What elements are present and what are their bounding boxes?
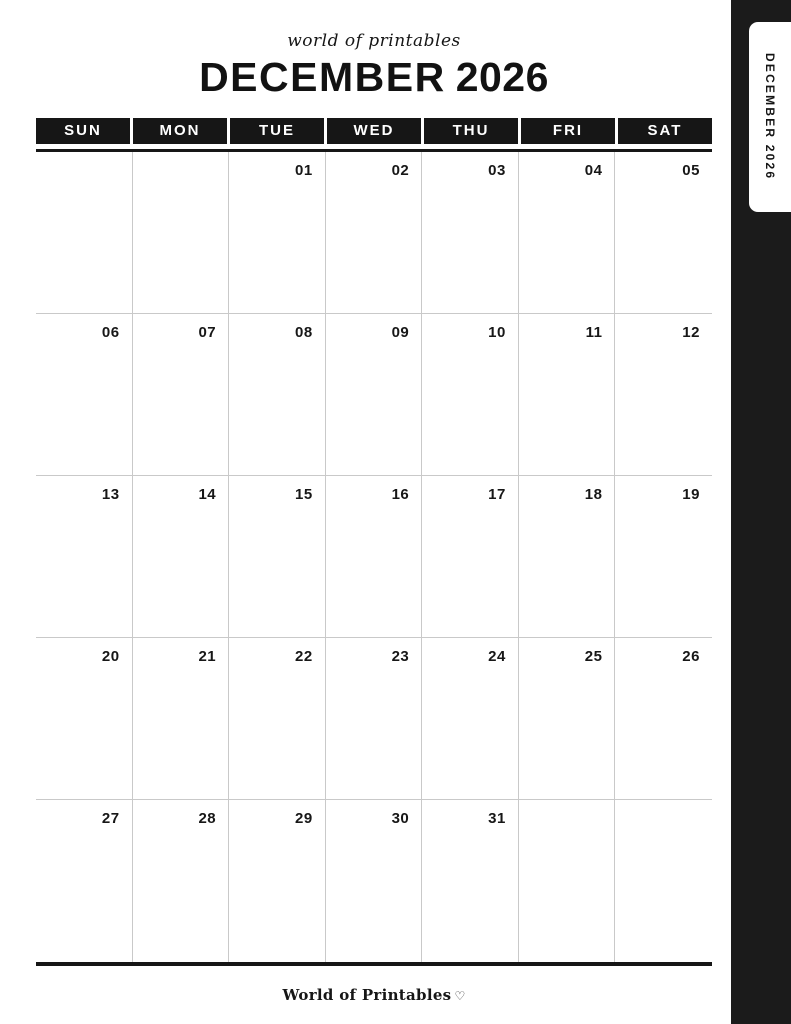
day-cell[interactable] bbox=[36, 800, 133, 962]
day-number: 29 bbox=[295, 810, 313, 827]
day-cell[interactable] bbox=[133, 476, 230, 638]
day-number: 24 bbox=[488, 648, 506, 665]
day-number: 25 bbox=[584, 648, 603, 665]
day-number: 21 bbox=[198, 648, 217, 665]
page-title bbox=[36, 54, 712, 100]
day-cell[interactable] bbox=[36, 638, 133, 800]
day-number: 31 bbox=[488, 810, 506, 827]
weekday-thu: THU bbox=[424, 118, 518, 144]
weekday-tue: TUE bbox=[230, 118, 324, 144]
day-number: 28 bbox=[198, 810, 217, 827]
weekday-fri: FRI bbox=[521, 118, 615, 144]
day-number: 23 bbox=[391, 648, 410, 665]
day-cell[interactable] bbox=[133, 638, 230, 800]
day-cell[interactable] bbox=[229, 152, 326, 314]
day-number: 12 bbox=[682, 324, 700, 341]
day-number: 11 bbox=[585, 324, 603, 341]
day-cell[interactable] bbox=[615, 152, 712, 314]
day-number: 03 bbox=[488, 162, 506, 179]
day-number: 02 bbox=[391, 162, 410, 179]
weekday-sat: SAT bbox=[618, 118, 712, 144]
day-cell[interactable] bbox=[519, 476, 616, 638]
brand-script-top: world of printables bbox=[287, 31, 461, 51]
title-month: DECEMBER bbox=[199, 54, 446, 100]
title-year: 2026 bbox=[455, 54, 549, 100]
day-number: 13 bbox=[101, 486, 120, 503]
day-number: 05 bbox=[682, 162, 700, 179]
day-cell[interactable] bbox=[422, 638, 519, 800]
day-cell[interactable] bbox=[615, 638, 712, 800]
day-number: 10 bbox=[488, 324, 506, 341]
day-cell[interactable] bbox=[133, 800, 230, 962]
weekday-sun: SUN bbox=[36, 118, 130, 144]
day-cell[interactable] bbox=[615, 800, 712, 962]
weekday-header-row bbox=[36, 118, 712, 144]
day-number: 14 bbox=[198, 486, 217, 503]
day-cell[interactable] bbox=[519, 800, 616, 962]
day-cell[interactable] bbox=[519, 314, 616, 476]
brand-footer bbox=[36, 986, 712, 1004]
day-cell[interactable] bbox=[326, 476, 423, 638]
brand-footer-text: World of Printables bbox=[282, 986, 452, 1004]
day-cell[interactable] bbox=[229, 314, 326, 476]
day-cell[interactable] bbox=[422, 476, 519, 638]
day-cell[interactable] bbox=[326, 314, 423, 476]
weekday-mon: MON bbox=[133, 118, 227, 144]
day-number: 30 bbox=[391, 810, 410, 827]
day-number: 07 bbox=[198, 324, 217, 341]
day-number: 26 bbox=[682, 648, 700, 665]
day-number: 18 bbox=[584, 486, 603, 503]
day-number: 22 bbox=[295, 648, 313, 665]
calendar-grid bbox=[36, 152, 712, 962]
day-cell[interactable] bbox=[422, 152, 519, 314]
day-cell[interactable] bbox=[326, 152, 423, 314]
day-cell[interactable] bbox=[229, 476, 326, 638]
day-number: 27 bbox=[101, 810, 120, 827]
day-number: 06 bbox=[101, 324, 120, 341]
day-number: 04 bbox=[584, 162, 603, 179]
weekday-wed: WED bbox=[327, 118, 421, 144]
calendar-sheet bbox=[36, 0, 712, 1024]
day-cell[interactable] bbox=[36, 152, 133, 314]
day-cell[interactable] bbox=[422, 800, 519, 962]
side-tab-label: DECEMBER 2026 bbox=[763, 53, 777, 181]
day-cell[interactable] bbox=[615, 476, 712, 638]
day-cell[interactable] bbox=[229, 638, 326, 800]
footer-rule bbox=[36, 962, 712, 966]
day-cell[interactable] bbox=[519, 638, 616, 800]
day-cell[interactable] bbox=[36, 476, 133, 638]
day-number: 16 bbox=[391, 486, 410, 503]
day-cell[interactable] bbox=[133, 152, 230, 314]
day-number: 19 bbox=[682, 486, 700, 503]
day-cell[interactable] bbox=[229, 800, 326, 962]
day-number: 20 bbox=[101, 648, 120, 665]
day-cell[interactable] bbox=[422, 314, 519, 476]
day-cell[interactable] bbox=[133, 314, 230, 476]
day-cell[interactable] bbox=[615, 314, 712, 476]
day-cell[interactable] bbox=[326, 638, 423, 800]
day-cell[interactable] bbox=[519, 152, 616, 314]
day-cell[interactable] bbox=[36, 314, 133, 476]
day-number: 17 bbox=[488, 486, 506, 503]
day-number: 01 bbox=[295, 162, 313, 179]
day-number: 09 bbox=[391, 324, 410, 341]
day-number: 15 bbox=[295, 486, 313, 503]
day-number: 08 bbox=[295, 324, 313, 341]
heart-icon: ♡ bbox=[454, 989, 466, 1003]
day-cell[interactable] bbox=[326, 800, 423, 962]
